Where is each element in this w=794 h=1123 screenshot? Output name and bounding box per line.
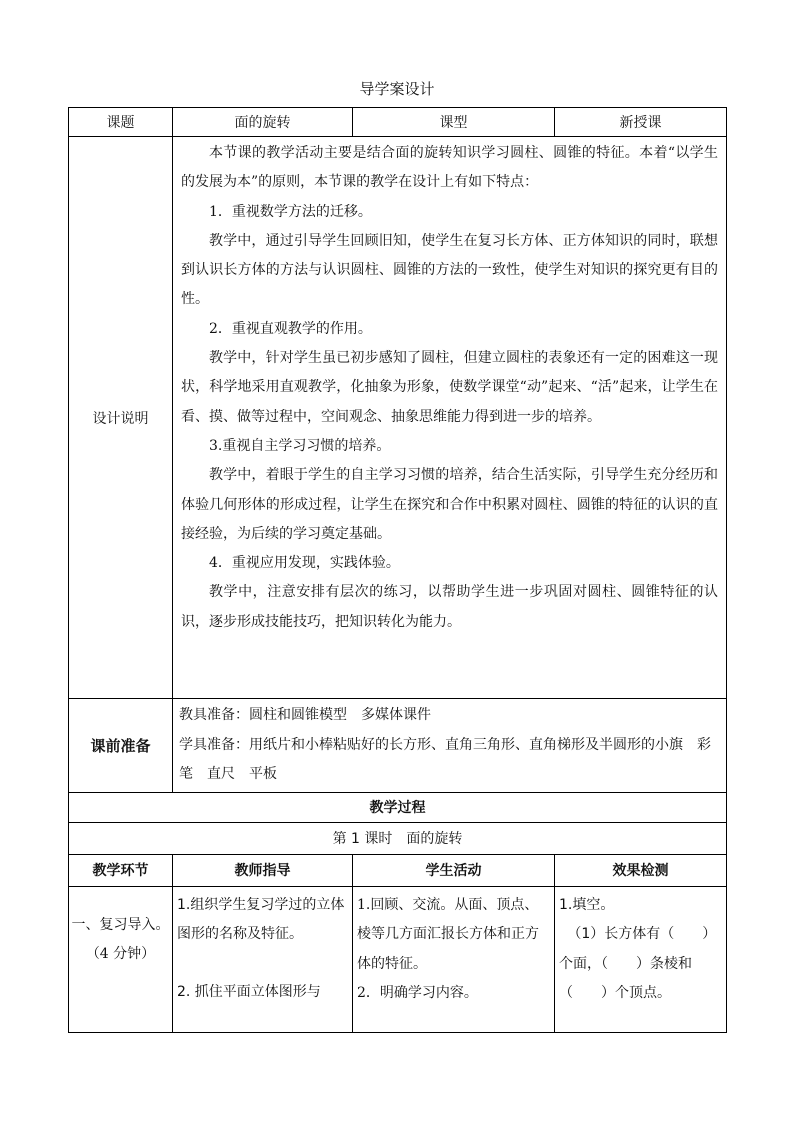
teacher-materials: 教具准备：圆柱和圆锥模型 多媒体课件 xyxy=(179,707,431,723)
step-duration: （4 分钟） xyxy=(85,945,156,962)
header-row xyxy=(69,108,727,137)
design-row xyxy=(69,137,727,699)
student-activity xyxy=(353,886,555,1032)
process-row xyxy=(69,886,727,1032)
type-label: 课型 xyxy=(353,108,555,137)
type-value: 新授课 xyxy=(555,108,727,137)
lesson-plan-table xyxy=(68,107,727,1033)
document-title: 导学案设计 xyxy=(359,80,435,98)
student-materials: 学具准备：用纸片和小棒粘贴好的长方形、直角三角形、直角梯形及半圆形的小旗 彩笔 直尺 平板 xyxy=(179,736,711,782)
teacher-item: 1.组织学生复习学过的立体图形的名称及特征。 xyxy=(177,896,345,942)
step-name: 一、复习导入。 xyxy=(71,916,170,933)
design-point: 4．重视应用发现，实践体验。 xyxy=(209,555,400,572)
design-paragraph: 教学中，通过引导学生回顾旧知，使学生在复习长方体、正方体知识的同时，联想到认识长方体的方法与认识圆柱、圆锥的方法的一致性，使学生对知识的探究更有目的性。 xyxy=(181,232,718,308)
design-description xyxy=(173,137,727,699)
column-header-effect: 效果检测 xyxy=(555,854,727,886)
teacher-guidance xyxy=(173,886,353,1032)
prep-content xyxy=(173,699,727,793)
step-cell xyxy=(69,886,173,1032)
lesson-row xyxy=(69,822,727,854)
design-paragraph: 教学中，注意安排有层次的练习，以帮助学生进一步巩固对圆柱、圆锥特征的认识，逐步形成技能技巧，把知识转化为能力。 xyxy=(181,584,718,630)
column-header-step: 教学环节 xyxy=(69,854,173,886)
design-paragraph: 教学中，针对学生虽已初步感知了圆柱，但建立圆柱的表象还有一定的困难这一现状，科学地采用直观教学，化抽象为形象，使数学课堂“动”起来、“活”起来，让学生在看、摸、做等过程中，空间观念、抽象思维能力得到进一步的培养。 xyxy=(181,350,718,425)
column-header-teacher: 教师指导 xyxy=(173,854,353,886)
design-point: 3.重视自主学习习惯的培养。 xyxy=(209,437,391,454)
design-label: 设计说明 xyxy=(69,137,173,699)
effect-question-line: （ ）个顶点。 xyxy=(559,985,671,1001)
effect-check xyxy=(555,886,727,1032)
lesson-title: 第 1 课时 面的旋转 xyxy=(69,822,727,854)
design-paragraph: 教学中，着眼于学生的自主学习习惯的培养，结合生活实际，引导学生充分经历和体验几何形体的形成过程，让学生在探究和合作中积累对圆柱、圆锥的特征的认识的直接经验，为后续的学习奠定基础。 xyxy=(181,467,718,542)
design-point: 1．重视数学方法的迁移。 xyxy=(209,203,372,220)
topic-label: 课题 xyxy=(69,108,173,137)
effect-heading: 1.填空。 xyxy=(559,896,615,913)
process-title: 教学过程 xyxy=(69,792,727,822)
process-title-row xyxy=(69,792,727,822)
effect-question-line: （1）长方体有（ ） xyxy=(567,926,717,942)
column-header-student: 学生活动 xyxy=(353,854,555,886)
design-paragraph: 本节课的教学活动主要是结合面的旋转知识学习圆柱、圆锥的特征。本着“以学生的发展为本”的原则，本节课的教学在设计上有如下特点： xyxy=(181,145,718,191)
student-item: 1.回顾、交流。从面、顶点、棱等几方面汇报长方体和正方体的特征。 xyxy=(357,896,539,972)
design-point: 2．重视直观教学的作用。 xyxy=(209,320,372,337)
teacher-item: 2. 抓住平面立体图形与 xyxy=(177,983,321,1000)
prep-label: 课前准备 xyxy=(69,699,173,793)
topic-value: 面的旋转 xyxy=(173,108,353,137)
effect-question-line: 个面，（ ）条棱和 xyxy=(559,955,692,972)
prep-row xyxy=(69,699,727,793)
student-item: 2．明确学习内容。 xyxy=(357,985,478,1001)
process-header-row xyxy=(69,854,727,886)
